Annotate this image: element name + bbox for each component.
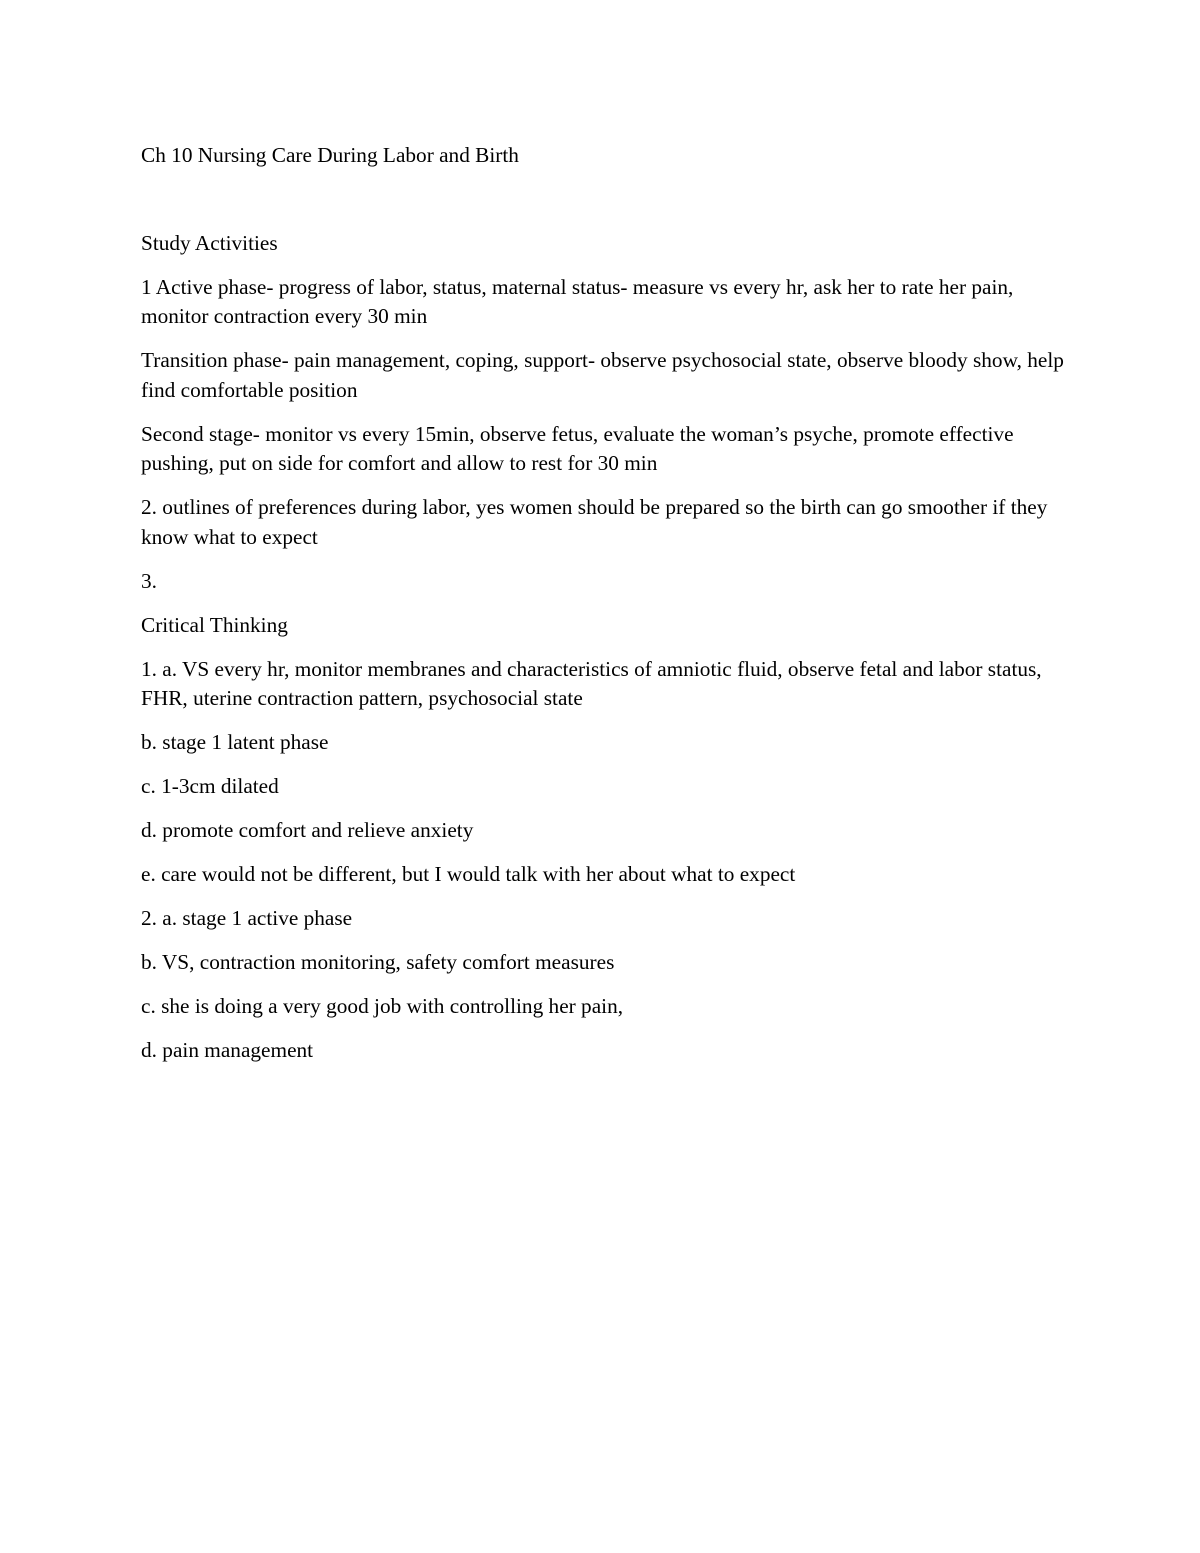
paragraph-ct-1c: c. 1-3cm dilated — [141, 774, 279, 798]
paragraph-ct-1d: d. promote comfort and relieve anxiety — [141, 818, 474, 842]
paragraph-ct-2c: c. she is doing a very good job with controlling her pain, — [141, 994, 624, 1018]
paragraph-ct-2a: 2. a. stage 1 active phase — [141, 906, 353, 930]
paragraph-ct-2b: b. VS, contraction monitoring, safety comfort measures — [141, 950, 615, 974]
paragraph-item-3: 3. — [141, 568, 157, 593]
section-heading-critical-thinking: Critical Thinking — [141, 612, 288, 637]
paragraph-second-stage: Second stage- monitor vs every 15min, observe fetus, evaluate the woman’s psyche, promote effective pushing, put on side for comfort and allow to rest for 30 min — [141, 421, 1014, 475]
section-heading-study-activities: Study Activities — [141, 230, 278, 255]
paragraph-ct-2d: d. pain management — [141, 1038, 314, 1062]
paragraph-transition-phase: Transition phase- pain management, coping, support- observe psychosocial state, observe bloody show, help find comfortable position — [141, 348, 1064, 402]
paragraph-active-phase: 1 Active phase- progress of labor, status, maternal status- measure vs every hr, ask her to rate her pain, monitor contraction every 30 min — [141, 274, 1014, 328]
paragraph-ct-1b: b. stage 1 latent phase — [141, 730, 329, 754]
paragraph-ct-1e: e. care would not be different, but I would talk with her about what to expect — [141, 862, 796, 886]
document-body — [141, 141, 1071, 1080]
document-title: Ch 10 Nursing Care During Labor and Birth — [141, 143, 519, 167]
paragraph-item-2: 2. outlines of preferences during labor, yes women should be prepared so the birth can go smoother if they know what to expect — [141, 495, 1048, 549]
paragraph-ct-1a: 1. a. VS every hr, monitor membranes and characteristics of amniotic fluid, observe fetal and labor status, FHR, uterine contraction pattern, psychosocial state — [141, 656, 1042, 710]
